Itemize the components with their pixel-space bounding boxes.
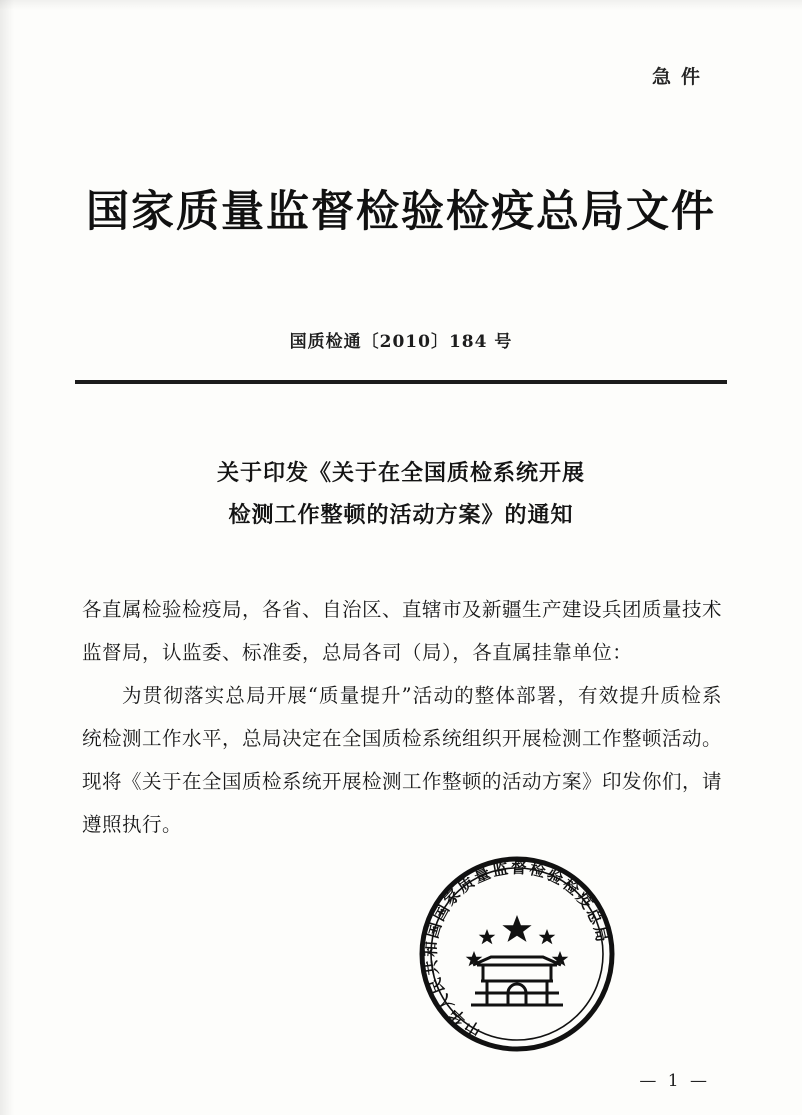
scan-edge-shading-top — [0, 0, 802, 10]
document-title — [120, 452, 682, 536]
scan-edge-shading-left — [0, 0, 14, 1115]
urgent-mark: 急件 — [651, 66, 710, 88]
body-paragraph-addressees: 各直属检验检疫局，各省、自治区、直辖市及新疆生产建设兵团质量技术监督局，认监委、标准委，总局各司（局），各直属挂靠单位： — [82, 598, 723, 664]
document-body — [82, 588, 722, 846]
document-title-line-2: 检测工作整顿的活动方案》的通知 — [228, 502, 574, 528]
document-number: 国质检通〔2010〕184 号 — [289, 332, 513, 352]
svg-text:中华人民共和国国家质量监督检验检疫总局: 中华人民共和国国家质量监督检验检疫总局 — [420, 857, 613, 1041]
document-masthead-title: 国家质量监督检验检疫总局文件 — [86, 187, 716, 237]
body-paragraph-main: 为贯彻落实总局开展“质量提升”活动的整体部署，有效提升质检系统检测工作水平，总局决定在全国质检系统组织开展检测工作整顿活动。现将《关于在全国质检系统开展检测工作整顿的活动方案》印发你们，请遵照执行。 — [82, 684, 723, 836]
page-number: — 1 — — [639, 1071, 710, 1091]
official-red-seal — [418, 855, 616, 1053]
document-title-line-1: 关于印发《关于在全国质检系统开展 — [216, 460, 585, 486]
masthead-divider-rule — [75, 380, 727, 384]
